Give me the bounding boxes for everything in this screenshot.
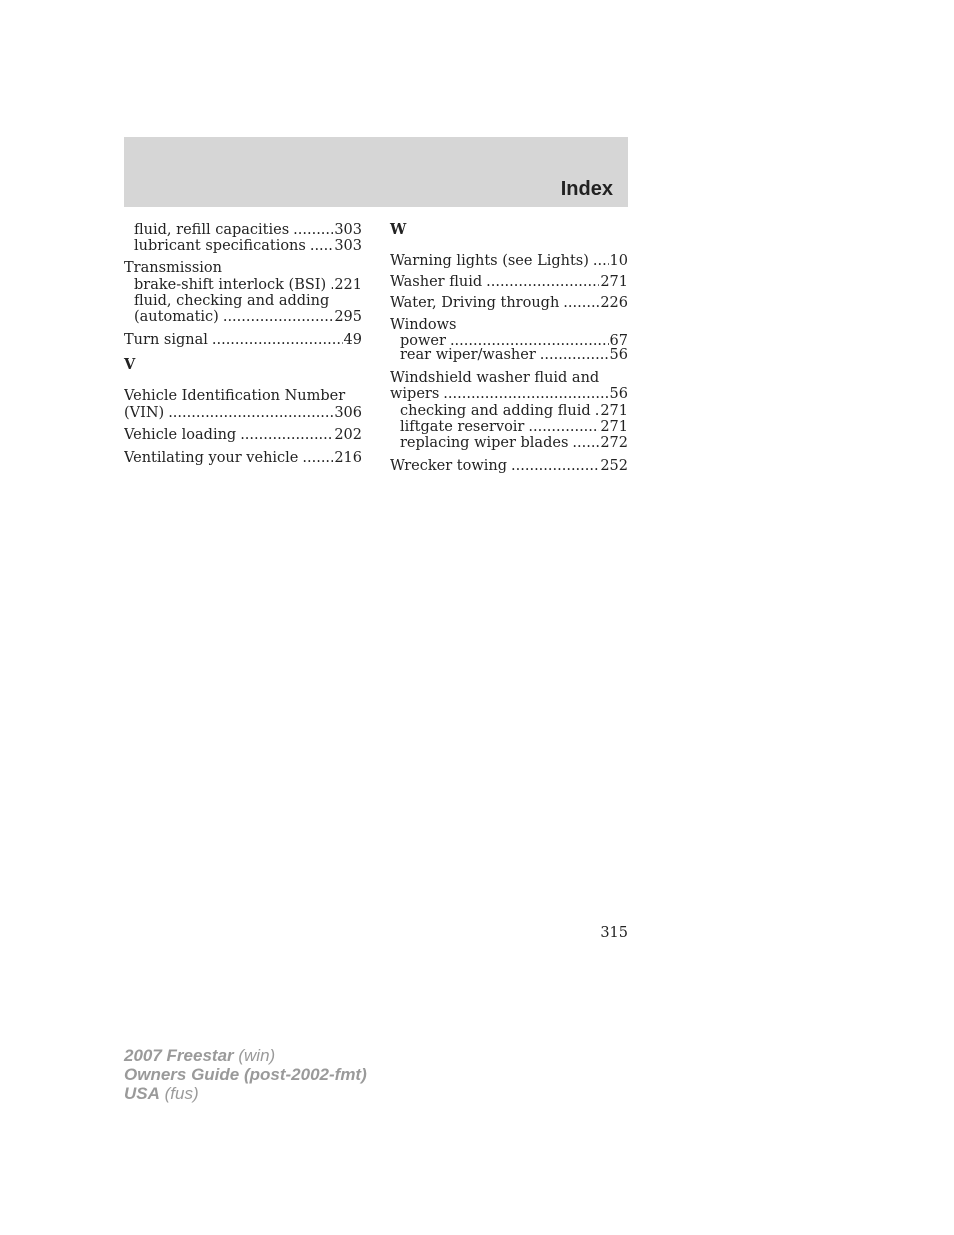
dot-leader [330, 277, 333, 293]
index-entry [124, 309, 362, 325]
dot-leader [528, 419, 599, 435]
index-page-ref: 10 [609, 253, 628, 269]
index-heading [124, 260, 362, 276]
index-page-ref: 202 [334, 427, 362, 443]
dot-leader [310, 238, 333, 254]
index-entry-text: Warning lights (see Lights) [390, 253, 589, 269]
index-page-ref: 49 [343, 332, 362, 348]
index-page-ref: 221 [334, 277, 362, 293]
index-heading [124, 388, 362, 404]
index-entry-text: replacing wiper blades [400, 435, 569, 451]
dot-leader [293, 222, 333, 238]
dot-leader [563, 295, 599, 311]
dot-leader [572, 435, 599, 451]
index-page-ref: 271 [600, 274, 628, 290]
index-entry-text: fluid, checking and adding [134, 293, 330, 309]
index-page-ref: 303 [334, 238, 362, 254]
index-entry [390, 419, 628, 435]
index-entry-text: lubricant specifications [134, 238, 306, 254]
index-entry [390, 253, 628, 269]
index-page-ref: 67 [609, 333, 628, 349]
index-entry [124, 332, 362, 348]
dot-leader [302, 450, 333, 466]
index-entry [390, 274, 628, 290]
dot-leader [486, 274, 599, 290]
index-entry [124, 222, 362, 238]
index-page-ref: 252 [600, 458, 628, 474]
footer [124, 1046, 367, 1103]
index-letter-heading: V [124, 356, 136, 373]
index-page-ref: 56 [609, 347, 628, 363]
index-column-left [124, 222, 362, 466]
index-letter-heading: W [390, 221, 407, 238]
index-entry [124, 450, 362, 466]
dot-leader [540, 347, 609, 363]
section-title: Index [560, 178, 613, 200]
index-entry [124, 238, 362, 254]
index-entry-text: Ventilating your vehicle [124, 450, 299, 466]
index-entry-text: liftgate reservoir [400, 419, 525, 435]
index-entry-text: brake-shift interlock (BSI) [134, 277, 327, 293]
index-entry-text: rear wiper/washer [400, 347, 536, 363]
dot-leader [511, 458, 599, 474]
index-entry [124, 405, 362, 421]
index-column-right [390, 222, 628, 474]
footer-line-market: USA (fus) [124, 1084, 199, 1103]
index-entry-text: Vehicle Identification Number [124, 388, 346, 404]
dot-leader [240, 427, 333, 443]
index-page-ref: 56 [609, 386, 628, 402]
index-entry [390, 386, 628, 402]
footer-line-model: 2007 Freestar (win) [124, 1046, 276, 1065]
dot-leader [223, 309, 333, 325]
index-page-ref: 216 [334, 450, 362, 466]
index-page-ref: 271 [600, 419, 628, 435]
dot-leader [595, 403, 600, 419]
index-entry-text: Wrecker towing [390, 458, 508, 474]
footer-line-guide: Owners Guide (post-2002-fmt) [124, 1065, 367, 1084]
index-entry-text: checking and adding fluid [400, 403, 591, 419]
index-heading [124, 293, 362, 309]
index-page-ref: 303 [334, 222, 362, 238]
index-entry [390, 295, 628, 311]
dot-leader [443, 386, 608, 402]
index-entry-text: Water, Driving through [390, 295, 560, 311]
index-entry-text: Vehicle loading [124, 427, 237, 443]
index-page-ref: 271 [600, 403, 628, 419]
index-page-ref: 295 [334, 309, 362, 325]
index-entry-text: wipers [390, 386, 440, 402]
index-heading [390, 317, 628, 333]
header-band [124, 137, 628, 207]
index-entry [390, 403, 628, 419]
index-entry-text: (automatic) [134, 309, 219, 325]
page-number: 315 [600, 925, 628, 941]
index-page-ref: 272 [600, 435, 628, 451]
index-entry [390, 458, 628, 474]
index-entry-text: Transmission [124, 260, 223, 276]
index-entry-text: Washer fluid [390, 274, 483, 290]
index-entry-text: Windshield washer fluid and [390, 370, 600, 386]
index-page-ref: 226 [600, 295, 628, 311]
index-entry-text: fluid, refill capacities [134, 222, 290, 238]
index-heading [390, 370, 628, 386]
index-entry-text: Turn signal [124, 332, 208, 348]
dot-leader [168, 405, 333, 421]
index-entry [124, 277, 362, 293]
index-entry [390, 435, 628, 451]
index-entry [124, 427, 362, 443]
index-page-ref: 306 [334, 405, 362, 421]
index-entry-text: power [400, 333, 446, 349]
index-entry-text: (VIN) [124, 405, 165, 421]
index-entry [390, 347, 628, 363]
dot-leader [212, 332, 343, 348]
dot-leader [593, 253, 609, 269]
index-entry-text: Windows [390, 317, 457, 333]
